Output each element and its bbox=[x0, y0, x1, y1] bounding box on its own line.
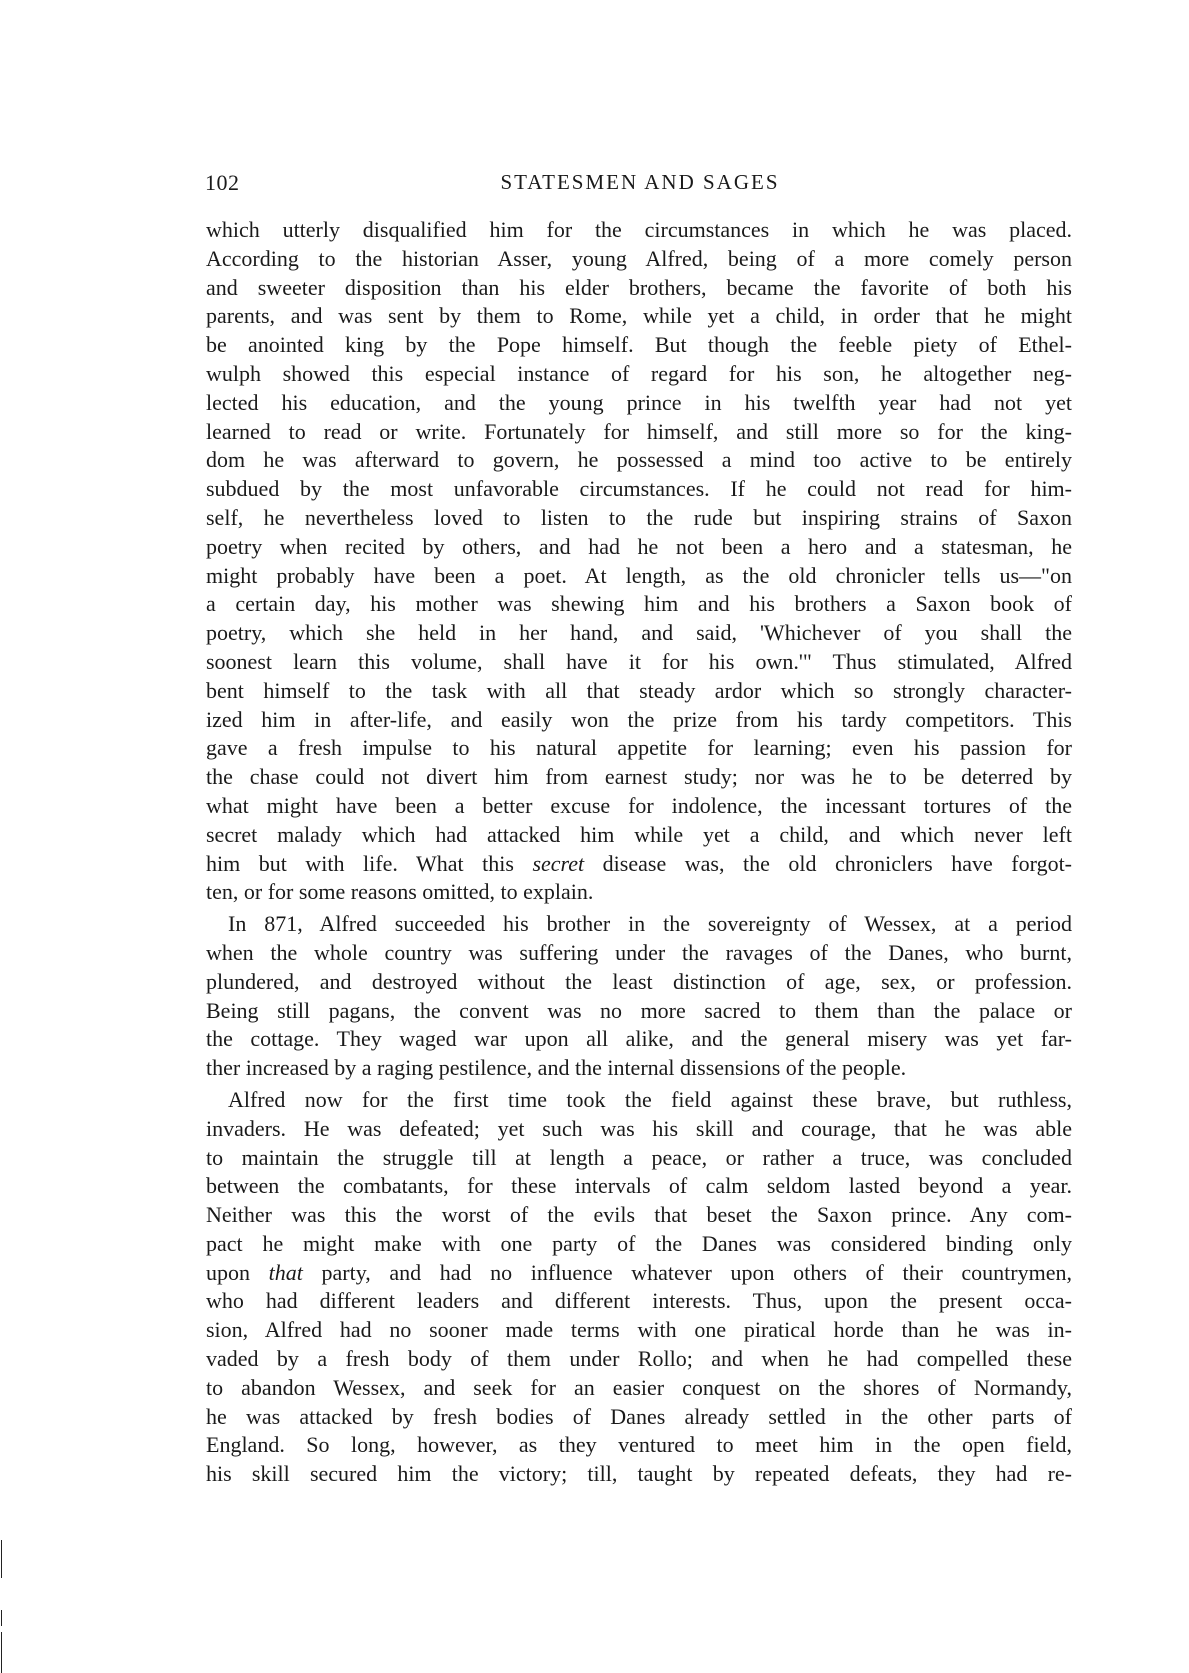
text-line: dom he was afterward to govern, he possessed a mind too active to be entirely bbox=[206, 447, 1072, 473]
text-line: learned to read or write. Fortunately for himself, and still more so for the king- bbox=[206, 418, 1072, 444]
text-line: which utterly disqualified him for the circumstances in which he was placed. bbox=[206, 217, 1072, 242]
scan-margin-mark bbox=[1, 1632, 2, 1673]
text-line: wulph showed this especial instance of regard for his son, he altogether neg- bbox=[206, 360, 1072, 386]
text-line: him but with life. What this secret disease was, the old chroniclers have forgot- bbox=[206, 850, 1072, 876]
emphasis-text: secret bbox=[532, 850, 585, 876]
text-line: the cottage. They waged war upon all alike, and the general misery was yet far- bbox=[206, 1026, 1072, 1052]
text-line: upon that party, and had no influence whatever upon others of their countrymen, bbox=[206, 1259, 1072, 1285]
text-line: to abandon Wessex, and seek for an easier conquest on the shores of Normandy, bbox=[206, 1374, 1072, 1400]
text-line: soonest learn this volume, shall have it for his own.'" Thus stimulated, Alfred bbox=[206, 648, 1072, 674]
text-line: a certain day, his mother was shewing him and his brothers a Saxon book of bbox=[206, 591, 1072, 617]
emphasis-text: that bbox=[268, 1259, 303, 1285]
text-line: Neither was this the worst of the evils that beset the Saxon prince. Any com- bbox=[206, 1202, 1072, 1228]
text-line: Being still pagans, the convent was no more sacred to them than the palace or bbox=[206, 997, 1072, 1023]
text-line: ten, or for some reasons omitted, to explain. bbox=[206, 879, 594, 905]
text-line: what might have been a better excuse for indolence, the incessant tortures of the bbox=[206, 792, 1072, 818]
text-line: to maintain the struggle till at length a peace, or rather a truce, was concluded bbox=[206, 1144, 1072, 1170]
scan-margin-mark bbox=[1, 1610, 2, 1626]
text-line: bent himself to the task with all that steady ardor which so strongly character- bbox=[206, 677, 1072, 703]
text-line: and sweeter disposition than his elder brothers, became the favorite of both his bbox=[206, 274, 1072, 300]
text-line: ther increased by a raging pestilence, and the internal dissensions of the people. bbox=[206, 1055, 907, 1081]
text-line: might probably have been a poet. At length, as the old chronicler tells us—"on bbox=[206, 562, 1072, 588]
text-line: who had different leaders and different interests. Thus, upon the present occa- bbox=[206, 1288, 1072, 1314]
text-line: England. So long, however, as they ventured to meet him in the open field, bbox=[206, 1432, 1072, 1458]
text-line: sion, Alfred had no sooner made terms with one piratical horde than he was in- bbox=[206, 1317, 1072, 1343]
text-line: secret malady which had attacked him while yet a child, and which never left bbox=[206, 821, 1072, 847]
running-title: STATESMEN AND SAGES bbox=[500, 170, 780, 194]
page-number: 102 bbox=[205, 170, 240, 195]
paragraph-sovereignty-871 bbox=[206, 910, 1072, 1083]
text-line: parents, and was sent by them to Rome, while yet a child, in order that he might bbox=[206, 303, 1072, 329]
text-line: when the whole country was suffering under the ravages of the Danes, who burnt, bbox=[206, 939, 1072, 965]
text-line: Alfred now for the first time took the field against these brave, but ruthless, bbox=[228, 1086, 1072, 1112]
text-line: lected his education, and the young prince in his twelfth year had not yet bbox=[206, 389, 1072, 415]
text-line: between the combatants, for these intervals of calm seldom lasted beyond a year. bbox=[206, 1173, 1072, 1199]
text-line: his skill secured him the victory; till, taught by repeated defeats, they had re- bbox=[206, 1461, 1072, 1487]
running-head bbox=[205, 170, 1075, 200]
body-text bbox=[206, 216, 1072, 1489]
text-line: According to the historian Asser, young Alfred, being of a more comely person bbox=[206, 245, 1072, 271]
text-line: gave a fresh impulse to his natural appetite for learning; even his passion for bbox=[206, 735, 1072, 761]
scan-margin-mark bbox=[1, 1540, 2, 1578]
text-line: plundered, and destroyed without the least distinction of age, sex, or profession. bbox=[206, 968, 1072, 994]
text-line: he was attacked by fresh bodies of Danes already settled in the other parts of bbox=[206, 1403, 1072, 1429]
text-line: ized him in after-life, and easily won the prize from his tardy competitors. This bbox=[206, 706, 1072, 732]
text-line: poetry, which she held in her hand, and said, 'Whichever of you shall the bbox=[206, 620, 1072, 646]
text-line: the chase could not divert him from earnest study; nor was he to be deterred by bbox=[206, 764, 1072, 790]
paragraph-danish-wars bbox=[206, 1086, 1072, 1489]
text-line: subdued by the most unfavorable circumstances. If he could not read for him- bbox=[206, 476, 1072, 502]
text-line: self, he nevertheless loved to listen to the rude but inspiring strains of Saxon bbox=[206, 504, 1072, 530]
paragraph-alfred-youth bbox=[206, 216, 1072, 907]
text-line: invaders. He was defeated; yet such was his skill and courage, that he was able bbox=[206, 1115, 1072, 1141]
text-line: poetry when recited by others, and had he not been a hero and a statesman, he bbox=[206, 533, 1072, 559]
text-line: vaded by a fresh body of them under Rollo; and when he had compelled these bbox=[206, 1346, 1072, 1372]
text-line: pact he might make with one party of the Danes was considered binding only bbox=[206, 1230, 1072, 1256]
text-line: In 871, Alfred succeeded his brother in the sovereignty of Wessex, at a period bbox=[228, 911, 1072, 937]
text-line: be anointed king by the Pope himself. But though the feeble piety of Ethel- bbox=[206, 332, 1072, 358]
